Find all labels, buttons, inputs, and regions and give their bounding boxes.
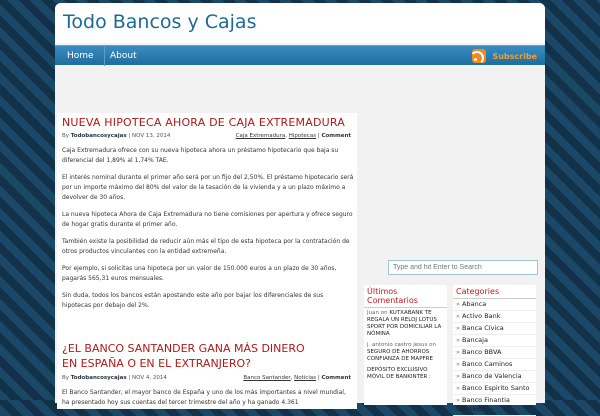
post-tags: Banco Santander, Noticias | Comment [243, 375, 351, 381]
category-link[interactable]: » Banco Caminos [453, 359, 536, 371]
post-date: NOV 4, 2014 [131, 375, 167, 381]
widget-title: Últimos Comentarios [364, 285, 447, 308]
post-title[interactable]: NUEVA HIPOTECA AHORA DE CAJA EXTREMADURA [62, 116, 345, 129]
category-link[interactable]: » Banco de Valencia [453, 371, 536, 383]
category-link[interactable]: » Bancaja [453, 335, 536, 347]
post-paragraph: La nueva hipoteca Ahora de Caja Extremadura no tiene comisiones por apertura y ofrece seguro de hogar gratis durante el primer año. [62, 211, 353, 228]
comment-item [364, 365, 447, 383]
comment-on: on [380, 310, 388, 316]
comment-link[interactable]: Comment [321, 375, 351, 381]
by-label: By [62, 375, 70, 381]
site-header [55, 3, 545, 43]
post-paragraph: El Banco Santander, el mayor banco de España y uno de los más importantes a nivel mundial, ha presentado hoy sus cuentas del tercer trimestre del año y ha ganado 4.361 [62, 389, 346, 406]
post-author[interactable]: Todobancosycajas [70, 375, 127, 381]
post-tags: Caja Extremadura, Hipotecas | Comment [235, 133, 351, 139]
post-1 [57, 113, 357, 343]
tag-link[interactable]: Hipotecas [288, 133, 317, 139]
tag-link[interactable]: Banco Santander [243, 375, 291, 381]
post-meta [62, 375, 357, 381]
categories-widget [453, 285, 536, 413]
rss-icon [472, 49, 486, 63]
post-byline: By Todobancosycajas | NOV 4, 2014 [62, 375, 167, 381]
post-title[interactable]: ¿EL BANCO SANTANDER GANA MÁS DINERO EN ESPAÑA O EN EL EXTRANJERO? [62, 342, 305, 370]
recent-comments-widget [364, 285, 447, 405]
comment-post-link[interactable]: SEGURO DE AHORROS CONFIANZA DE MAPFRE [367, 349, 433, 362]
by-label: By [62, 133, 70, 139]
post-body [62, 388, 357, 408]
comment-author[interactable]: j. antonio castro jesus [367, 342, 428, 348]
post-body [62, 146, 357, 311]
category-link[interactable]: » Banca Cívica [453, 323, 536, 335]
category-link[interactable]: » Banco BBVA [453, 347, 536, 359]
widget-title: Categories [453, 285, 536, 299]
post-meta [62, 133, 357, 139]
comment-post-link[interactable]: DEPÓSITO EXCLUSIVO MÓVIL DE BANKINTER : [367, 367, 431, 380]
search-input[interactable] [388, 260, 538, 275]
post-paragraph: El interés nominal durante el primer año será por un fijo del 2,50%. El préstamo hipotecario será por un importe máximo del 80% del valor de la tasación de la vivienda y a un plazo máximo a devolver de 30 años. [62, 174, 354, 201]
category-link[interactable]: » Abanca [453, 299, 536, 311]
post-2 [57, 339, 357, 409]
category-link[interactable]: » Activo Bank [453, 311, 536, 323]
tag-link[interactable]: Caja Extremadura [235, 133, 286, 139]
post-paragraph: También existe la posibilidad de reducir aún más el tipo de esta hipoteca por la contratación de otros productos vinculantes con la entidad extremeña. [62, 238, 350, 255]
tag-link[interactable]: Noticias [294, 375, 317, 381]
post-paragraph: Caja Extremadura ofrece con su nueva hipoteca ahora un préstamo hipotecario que baja su diferencial del 1,89% al 1,74% TAE. [62, 147, 339, 164]
category-link[interactable]: » Banco Finantia Sofinloc [453, 395, 536, 416]
nav-item-about[interactable]: About [110, 51, 137, 61]
category-link[interactable]: » Banco Espirito Santo [453, 383, 536, 395]
post-date: NOV 13, 2014 [131, 133, 171, 139]
nav-item-home[interactable]: Home [57, 46, 105, 66]
post-author[interactable]: Todobancosycajas [70, 133, 127, 139]
subscribe-link[interactable] [472, 48, 537, 64]
post-byline: By Todobancosycajas | NOV 13, 2014 [62, 133, 171, 139]
comment-author[interactable]: Juan [367, 310, 379, 316]
comment-on: on [429, 342, 436, 348]
post-paragraph: Sin duda, todos los bancos están apostando este año por bajar los diferenciales de sus hipotecas por debajo del 2%. [62, 292, 324, 309]
subscribe-label: Subscribe [492, 51, 537, 61]
comment-link[interactable]: Comment [321, 133, 351, 139]
post-paragraph: Por ejemplo, si solicitas una hipoteca por un valor de 150.000 euros a un plazo de 30 años, pagarás 565,31 euros mensuales. [62, 265, 337, 282]
page-wrapper [55, 3, 545, 413]
nav-bar [55, 45, 545, 65]
comment-item [364, 308, 447, 340]
comment-post-link[interactable]: KUTXABANK TE REGALA UN RELOJ LOTUS SPORT POR DOMICILIAR LA NÓMINA [367, 310, 442, 337]
site-title[interactable]: Todo Bancos y Cajas [63, 11, 257, 33]
comment-item [364, 340, 447, 365]
